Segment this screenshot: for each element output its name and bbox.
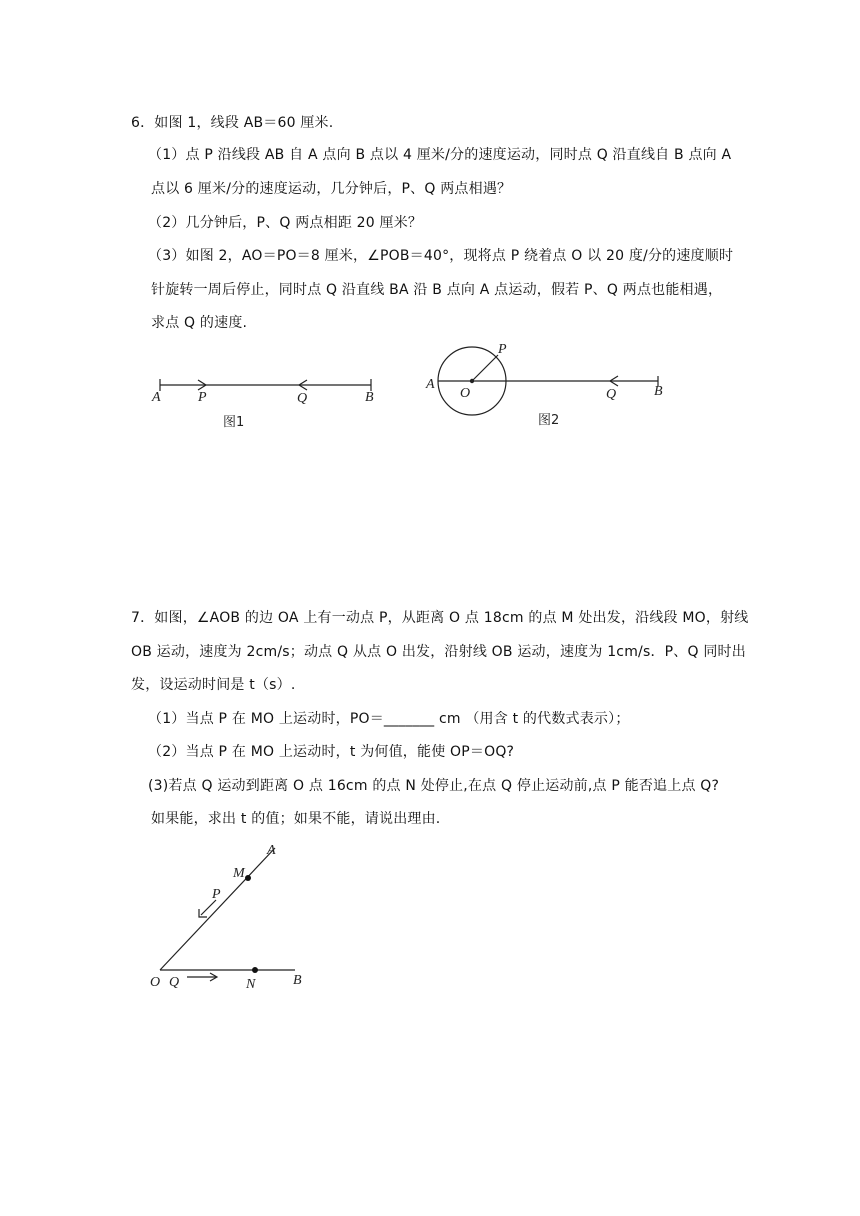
figure-1: [140, 370, 400, 440]
label-b: B: [365, 390, 374, 405]
label-n: N: [246, 977, 256, 992]
figure-2-caption: 图2: [538, 413, 560, 428]
label-a: A: [152, 390, 161, 405]
q6-part3-line2: 针旋转一周后停止，同时点 Q 沿直线 BA 沿 B 点向 A 点运动，假若 P、Q 两点也能相遇，: [151, 282, 723, 298]
q6-part1-line2: 点以 6 厘米/分的速度运动，几分钟后，P、Q 两点相遇？: [151, 181, 512, 197]
radius-op: [472, 355, 498, 381]
point-o: [470, 379, 474, 383]
q7-stem-line2: OB 运动，速度为 2cm/s；动点 Q 从点 O 出发，沿射线 OB 运动，速度为 1cm/s．P、Q 同时出: [131, 644, 746, 660]
q7-part3-line2: 如果能，求出 t 的值；如果不能，请说出理由.: [151, 811, 441, 827]
label-p: P: [212, 887, 221, 902]
figure-1-caption: 图1: [223, 415, 245, 430]
point-m: [245, 875, 251, 881]
label-p: P: [198, 390, 207, 405]
q7-part3-line1: (3)若点 Q 运动到距离 O 点 16cm 的点 N 处停止,在点 Q 停止运动前,点 P 能否追上点 Q?: [148, 778, 720, 794]
q6-part3-line1: （3）如图 2，AO＝PO＝8 厘米，∠POB＝40°，现将点 P 绕着点 O 以 20 度/分的速度顺时: [148, 248, 734, 264]
label-p: P: [498, 342, 507, 357]
label-q: Q: [606, 387, 617, 402]
q7-part1: （1）当点 P 在 MO 上运动时，PO＝_______ cm （用含 t 的代数式表示）；: [148, 711, 630, 727]
q6-part2: （2）几分钟后，P、Q 两点相距 20 厘米？: [148, 215, 423, 231]
q7-stem-line3: 发，设运动时间是 t（s）.: [131, 677, 296, 693]
q6-part1-line1: （1）点 P 沿线段 AB 自 A 点向 B 点以 4 厘米/分的速度运动，同时点 Q 沿直线自 B 点向 A: [148, 147, 732, 163]
figure-2: [420, 338, 680, 438]
q7-stem-line1: 7．如图，∠AOB 的边 OA 上有一动点 P，从距离 O 点 18cm 的点 M 处出发，沿线段 MO，射线: [131, 610, 749, 626]
label-m: M: [233, 866, 245, 881]
figure-angle-aob: [140, 838, 320, 998]
label-a: A: [426, 377, 435, 392]
label-b: B: [293, 973, 302, 988]
label-q: Q: [297, 391, 308, 406]
q7-part2: （2）当点 P 在 MO 上运动时，t 为何值，能使 OP＝OQ?: [148, 744, 515, 760]
label-b: B: [654, 384, 663, 399]
q6-part3-line3: 求点 Q 的速度.: [151, 315, 248, 331]
label-q: Q: [169, 975, 180, 990]
point-n: [252, 967, 258, 973]
q6-stem: 6．如图 1，线段 AB＝60 厘米.: [131, 115, 334, 131]
label-o: O: [150, 975, 161, 990]
label-a: A: [267, 843, 276, 858]
ray-oa: [160, 848, 275, 970]
label-o: O: [460, 386, 471, 401]
